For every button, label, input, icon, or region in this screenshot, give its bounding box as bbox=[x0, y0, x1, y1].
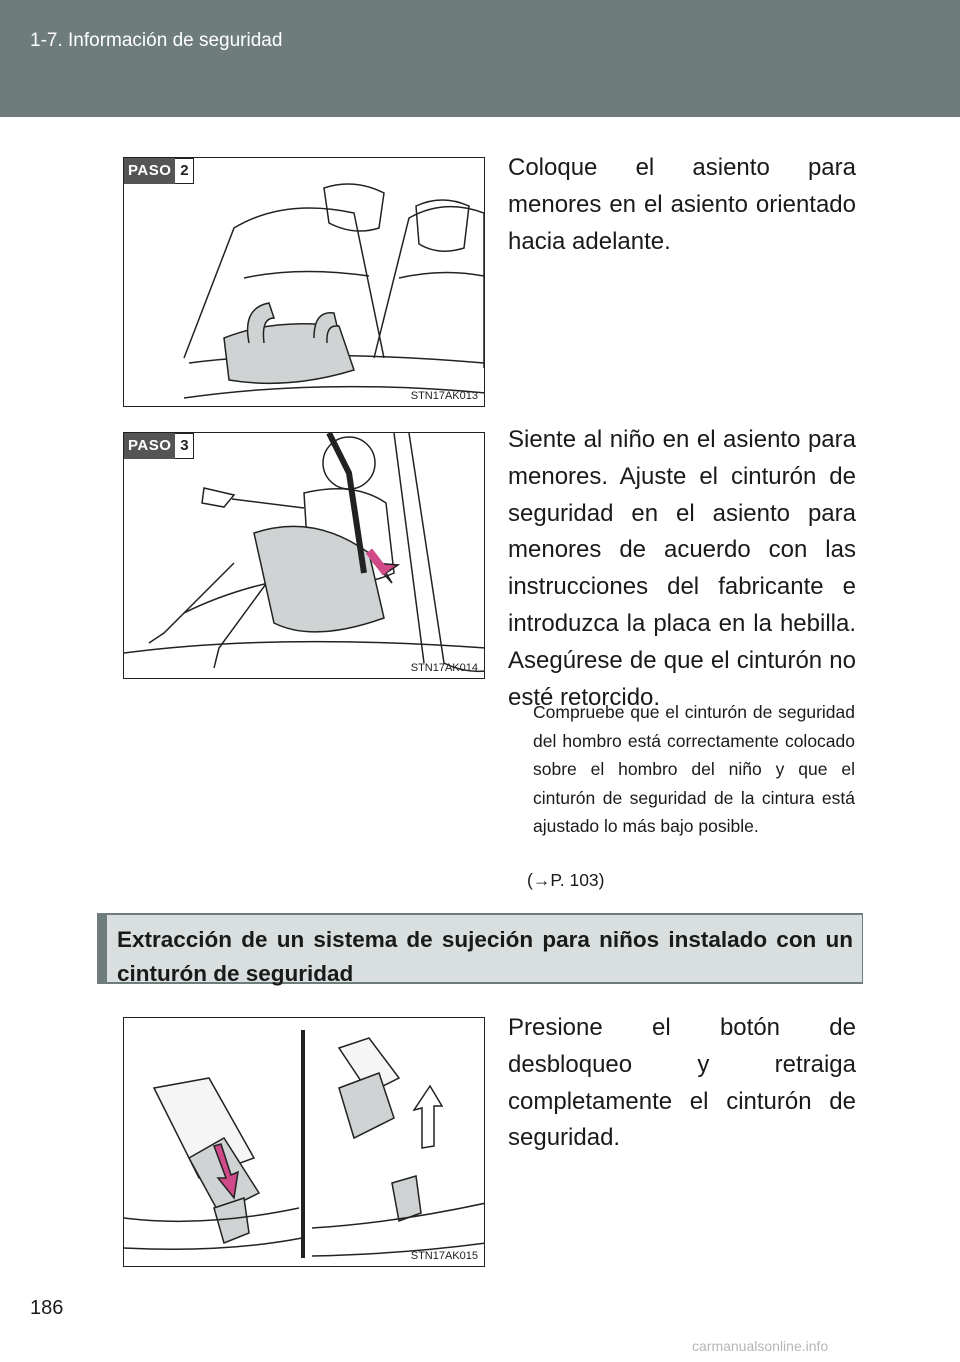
section-breadcrumb: 1-7. Información de seguridad bbox=[30, 30, 283, 51]
note-text: Compruebe que el cinturón de seguridad del hombro está correctamente colocado sobre el hombro del niño y que el cinturón de seguridad de la cintura está ajustado lo más bajo posible. bbox=[533, 702, 855, 836]
page-header bbox=[0, 0, 960, 117]
step-badge: PASO 2 bbox=[124, 158, 194, 184]
section-heading-box bbox=[97, 913, 863, 984]
page-number: 186 bbox=[30, 1297, 64, 1319]
figure-release-belt bbox=[123, 1017, 485, 1267]
page-reference: (→P. 103) bbox=[527, 870, 605, 890]
child-in-booster-illustration bbox=[124, 433, 485, 679]
figure-code: STN17AK013 bbox=[410, 390, 478, 402]
watermark: carmanualsonline.info bbox=[692, 1338, 829, 1354]
booster-seat-illustration bbox=[124, 158, 485, 407]
step-2-text: Coloque el asiento para menores en el asiento orientado hacia adelante. bbox=[508, 154, 856, 255]
figure-step-3 bbox=[123, 432, 485, 679]
figure-step-2 bbox=[123, 157, 485, 407]
step-3-text: Siente al niño en el asiento para menores. Ajuste el cinturón de seguridad en el asiento para menores de acuerdo con las instrucciones del fabricante e introduzca la placa en la hebilla. Asegúrese de que el cinturón no esté retorcido. bbox=[508, 426, 856, 711]
section-title: Extracción de un sistema de sujeción para niños instalado con un cinturón de seguridad bbox=[117, 927, 853, 986]
figure-code: STN17AK015 bbox=[410, 1250, 478, 1262]
buckle-release-illustration bbox=[124, 1018, 485, 1267]
figure-code: STN17AK014 bbox=[410, 662, 478, 674]
release-text: Presione el botón de desbloqueo y retraiga completamente el cinturón de seguridad. bbox=[508, 1014, 856, 1152]
step-badge: PASO 3 bbox=[124, 433, 194, 459]
